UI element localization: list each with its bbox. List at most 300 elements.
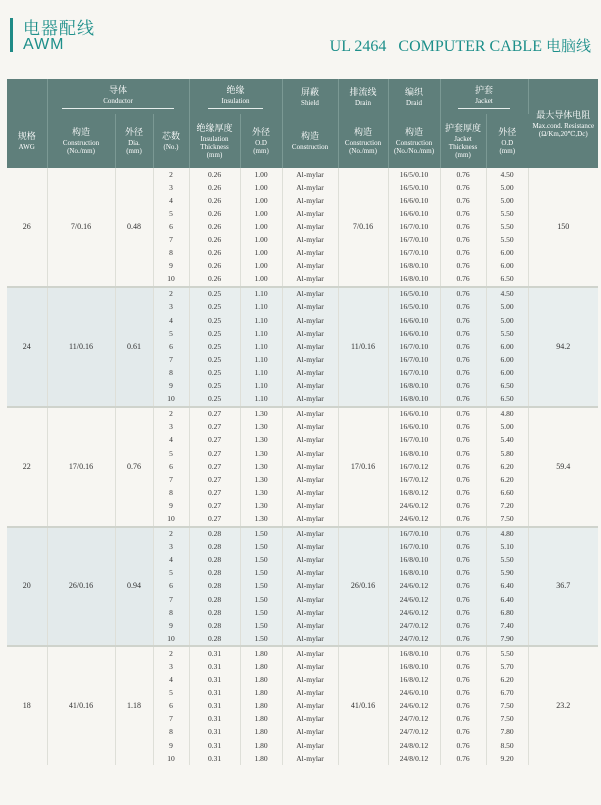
braid-cell: 24/6/0.12	[388, 700, 440, 713]
jacket-thickness-cell: 0.76	[440, 421, 486, 434]
jacket-od-cell: 5.40	[486, 434, 528, 447]
braid-cell: 16/7/0.10	[388, 527, 440, 541]
insulation-thickness-cell: 0.25	[189, 287, 240, 301]
drain-cell: 7/0.16	[338, 168, 388, 287]
shield-cell: Al-mylar	[282, 460, 338, 473]
resistance-cell: 150	[557, 221, 570, 231]
braid-cell: 16/8/0.10	[388, 660, 440, 673]
jacket-thickness-cell: 0.76	[440, 674, 486, 687]
cores-cell: 9	[153, 619, 189, 632]
cores-cell: 9	[153, 260, 189, 273]
jacket-thickness-cell: 0.76	[440, 393, 486, 407]
shield-cell: Al-mylar	[282, 726, 338, 739]
jacket-thickness-cell: 0.76	[440, 207, 486, 220]
header-ins-od: 外径 O.D (mm)	[240, 114, 282, 168]
insulation-od-cell: 1.50	[240, 580, 282, 593]
braid-cell: 16/8/0.10	[388, 554, 440, 567]
jacket-thickness-cell: 0.76	[440, 567, 486, 580]
jacket-thickness-cell: 0.76	[440, 619, 486, 632]
jacket-thickness-cell: 0.76	[440, 660, 486, 673]
shield-cell: Al-mylar	[282, 580, 338, 593]
cores-cell: 5	[153, 687, 189, 700]
jacket-thickness-cell: 0.76	[440, 541, 486, 554]
insulation-thickness-cell: 0.26	[189, 207, 240, 220]
insulation-od-cell: 1.80	[240, 674, 282, 687]
insulation-thickness-cell: 0.27	[189, 447, 240, 460]
insulation-od-cell: 1.00	[240, 194, 282, 207]
braid-cell: 16/5/0.10	[388, 287, 440, 301]
insulation-od-cell: 1.30	[240, 512, 282, 526]
header-cores: 芯数 (No.)	[153, 114, 189, 168]
jacket-thickness-cell: 0.76	[440, 554, 486, 567]
braid-cell: 24/6/0.12	[388, 593, 440, 606]
insulation-thickness-cell: 0.31	[189, 726, 240, 739]
cores-cell: 10	[153, 752, 189, 765]
insulation-od-cell: 1.10	[240, 380, 282, 393]
table-body	[7, 168, 598, 765]
table-row	[7, 287, 598, 301]
header-resistance: 最大导体电阻 Max.cond. Resistance (Ω/Km,20℃,Dc)	[528, 79, 598, 168]
insulation-thickness-cell: 0.25	[189, 314, 240, 327]
insulation-thickness-cell: 0.28	[189, 580, 240, 593]
jacket-od-cell: 4.50	[486, 287, 528, 301]
jacket-thickness-cell: 0.76	[440, 220, 486, 233]
braid-cell: 24/6/0.12	[388, 499, 440, 512]
insulation-od-cell: 1.50	[240, 554, 282, 567]
cores-cell: 3	[153, 421, 189, 434]
braid-cell: 24/7/0.12	[388, 726, 440, 739]
braid-cell: 16/8/0.12	[388, 674, 440, 687]
drain-cell: 17/0.16	[338, 407, 388, 527]
shield-cell: Al-mylar	[282, 434, 338, 447]
header-shield: 屏蔽 Shield	[282, 79, 338, 114]
cable-title-cn: 电脑线	[545, 37, 591, 55]
awg-cell: 20	[7, 527, 47, 647]
jacket-od-cell: 5.50	[486, 327, 528, 340]
jacket-od-cell: 6.00	[486, 366, 528, 379]
insulation-od-cell: 1.10	[240, 314, 282, 327]
insulation-thickness-cell: 0.31	[189, 752, 240, 765]
jacket-od-cell: 5.00	[486, 301, 528, 314]
insulation-thickness-cell: 0.25	[189, 327, 240, 340]
insulation-thickness-cell: 0.27	[189, 512, 240, 526]
cores-cell: 7	[153, 473, 189, 486]
insulation-thickness-cell: 0.26	[189, 181, 240, 194]
cores-cell: 10	[153, 273, 189, 287]
shield-cell: Al-mylar	[282, 380, 338, 393]
shield-cell: Al-mylar	[282, 700, 338, 713]
header-insulation: 绝缘 Insulation	[189, 79, 282, 114]
cores-cell: 4	[153, 434, 189, 447]
braid-cell: 16/8/0.10	[388, 273, 440, 287]
jacket-thickness-cell: 0.76	[440, 340, 486, 353]
shield-cell: Al-mylar	[282, 260, 338, 273]
braid-cell: 16/7/0.10	[388, 220, 440, 233]
jacket-thickness-cell: 0.76	[440, 687, 486, 700]
jacket-od-cell: 8.50	[486, 739, 528, 752]
braid-cell: 24/7/0.12	[388, 632, 440, 646]
table-header	[7, 79, 598, 168]
braid-cell: 16/5/0.10	[388, 301, 440, 314]
header-dia: 外径 Dia. (mm)	[115, 114, 153, 168]
shield-cell: Al-mylar	[282, 301, 338, 314]
jacket-thickness-cell: 0.76	[440, 247, 486, 260]
shield-cell: Al-mylar	[282, 314, 338, 327]
jacket-thickness-cell: 0.76	[440, 713, 486, 726]
braid-cell: 16/7/0.10	[388, 541, 440, 554]
header-conductor: 导体 Conductor	[47, 79, 189, 114]
cores-cell: 7	[153, 593, 189, 606]
braid-cell: 16/8/0.10	[388, 646, 440, 660]
jacket-od-cell: 7.40	[486, 619, 528, 632]
cores-cell: 3	[153, 301, 189, 314]
shield-cell: Al-mylar	[282, 181, 338, 194]
header-blank-awg	[7, 79, 47, 114]
insulation-od-cell: 1.00	[240, 207, 282, 220]
jacket-thickness-cell: 0.76	[440, 486, 486, 499]
shield-cell: Al-mylar	[282, 233, 338, 246]
cores-cell: 10	[153, 512, 189, 526]
insulation-od-cell: 1.50	[240, 593, 282, 606]
header-jacket: 护套 Jacket	[440, 79, 528, 114]
braid-cell: 24/6/0.10	[388, 687, 440, 700]
shield-cell: Al-mylar	[282, 353, 338, 366]
braid-cell: 16/7/0.12	[388, 473, 440, 486]
cores-cell: 6	[153, 700, 189, 713]
page-title-en: AWM	[23, 36, 65, 53]
insulation-od-cell: 1.30	[240, 473, 282, 486]
table-row	[7, 168, 598, 181]
insulation-od-cell: 1.50	[240, 632, 282, 646]
jacket-od-cell: 5.50	[486, 646, 528, 660]
insulation-thickness-cell: 0.26	[189, 247, 240, 260]
cores-cell: 9	[153, 499, 189, 512]
resistance-cell: 23.2	[528, 646, 598, 765]
insulation-od-cell: 1.30	[240, 434, 282, 447]
braid-cell: 16/7/0.10	[388, 247, 440, 260]
shield-cell: Al-mylar	[282, 220, 338, 233]
cores-cell: 2	[153, 646, 189, 660]
conductor-construction-cell: 11/0.16	[47, 287, 115, 407]
cores-cell: 7	[153, 713, 189, 726]
jacket-od-cell: 6.40	[486, 593, 528, 606]
drain-cell: 11/0.16	[338, 287, 388, 407]
jacket-thickness-cell: 0.76	[440, 606, 486, 619]
cores-cell: 7	[153, 233, 189, 246]
cores-cell: 3	[153, 181, 189, 194]
insulation-od-cell: 1.50	[240, 541, 282, 554]
jacket-thickness-cell: 0.76	[440, 434, 486, 447]
braid-cell: 16/6/0.10	[388, 194, 440, 207]
braid-cell: 24/7/0.12	[388, 713, 440, 726]
jacket-od-cell: 5.00	[486, 194, 528, 207]
cores-cell: 10	[153, 393, 189, 407]
insulation-thickness-cell: 0.31	[189, 674, 240, 687]
conductor-construction-cell: 17/0.16	[47, 407, 115, 527]
jacket-thickness-cell: 0.76	[440, 233, 486, 246]
shield-cell: Al-mylar	[282, 287, 338, 301]
jacket-od-cell: 6.00	[486, 247, 528, 260]
cores-cell: 5	[153, 327, 189, 340]
braid-cell: 24/6/0.12	[388, 580, 440, 593]
braid-cell: 16/6/0.10	[388, 207, 440, 220]
jacket-od-cell: 6.50	[486, 393, 528, 407]
jacket-od-cell: 5.00	[486, 181, 528, 194]
header-braid-construction: 构造 Construction (No./No./mm)	[388, 114, 440, 168]
jacket-thickness-cell: 0.76	[440, 260, 486, 273]
insulation-od-cell: 1.00	[240, 233, 282, 246]
shield-cell: Al-mylar	[282, 340, 338, 353]
insulation-od-cell: 1.10	[240, 340, 282, 353]
page-title-cn: 电器配线	[23, 19, 95, 39]
cores-cell: 7	[153, 353, 189, 366]
conductor-construction-cell: 41/0.16	[47, 646, 115, 765]
awg-cell: 24	[7, 287, 47, 407]
table-row	[7, 527, 598, 541]
insulation-thickness-cell: 0.25	[189, 340, 240, 353]
jacket-od-cell: 7.50	[486, 512, 528, 526]
jacket-od-cell: 6.70	[486, 687, 528, 700]
jacket-thickness-cell: 0.76	[440, 314, 486, 327]
jacket-od-cell: 7.20	[486, 499, 528, 512]
braid-cell: 16/5/0.10	[388, 181, 440, 194]
jacket-thickness-cell: 0.76	[440, 512, 486, 526]
shield-cell: Al-mylar	[282, 567, 338, 580]
braid-cell: 16/7/0.10	[388, 340, 440, 353]
jacket-od-cell: 5.50	[486, 554, 528, 567]
insulation-od-cell: 1.10	[240, 393, 282, 407]
jacket-od-cell: 7.90	[486, 632, 528, 646]
jacket-thickness-cell: 0.76	[440, 168, 486, 181]
shield-cell: Al-mylar	[282, 646, 338, 660]
braid-cell: 24/7/0.12	[388, 619, 440, 632]
insulation-thickness-cell: 0.25	[189, 366, 240, 379]
jacket-od-cell: 6.20	[486, 674, 528, 687]
insulation-od-cell: 1.00	[240, 247, 282, 260]
jacket-od-cell: 5.50	[486, 233, 528, 246]
insulation-od-cell: 1.80	[240, 687, 282, 700]
resistance-cell: 59.4	[528, 407, 598, 527]
jacket-od-cell: 7.50	[486, 700, 528, 713]
braid-cell: 16/5/0.10	[388, 168, 440, 181]
braid-cell: 16/6/0.10	[388, 327, 440, 340]
insulation-thickness-cell: 0.26	[189, 194, 240, 207]
jacket-od-cell: 5.10	[486, 541, 528, 554]
jacket-od-cell: 5.50	[486, 207, 528, 220]
header-braid: 编织 Draid	[388, 79, 440, 114]
insulation-od-cell: 1.50	[240, 567, 282, 580]
jacket-thickness-cell: 0.76	[440, 327, 486, 340]
jacket-od-cell: 7.50	[486, 713, 528, 726]
conductor-construction-cell: 26/0.16	[47, 527, 115, 647]
jacket-od-cell: 6.20	[486, 473, 528, 486]
cores-cell: 9	[153, 380, 189, 393]
insulation-thickness-cell: 0.25	[189, 301, 240, 314]
jacket-thickness-cell: 0.76	[440, 632, 486, 646]
conductor-dia-cell: 0.94	[115, 527, 153, 647]
accent-bar	[10, 18, 13, 52]
shield-cell: Al-mylar	[282, 541, 338, 554]
braid-cell: 16/8/0.10	[388, 447, 440, 460]
insulation-thickness-cell: 0.31	[189, 646, 240, 660]
cores-cell: 5	[153, 447, 189, 460]
header-jacket-od: 外径 O.D (mm)	[486, 114, 528, 168]
conductor-dia-cell: 1.18	[115, 646, 153, 765]
jacket-thickness-cell: 0.76	[440, 447, 486, 460]
conductor-dia-cell: 0.61	[115, 287, 153, 407]
jacket-od-cell: 4.50	[486, 168, 528, 181]
shield-cell: Al-mylar	[282, 674, 338, 687]
cores-cell: 6	[153, 220, 189, 233]
awg-cell: 26	[7, 168, 47, 287]
jacket-thickness-cell: 0.76	[440, 460, 486, 473]
insulation-thickness-cell: 0.26	[189, 260, 240, 273]
insulation-thickness-cell: 0.26	[189, 273, 240, 287]
cores-cell: 8	[153, 247, 189, 260]
shield-cell: Al-mylar	[282, 393, 338, 407]
shield-cell: Al-mylar	[282, 486, 338, 499]
insulation-thickness-cell: 0.28	[189, 632, 240, 646]
cores-cell: 6	[153, 340, 189, 353]
insulation-od-cell: 1.30	[240, 499, 282, 512]
braid-cell: 24/8/0.12	[388, 739, 440, 752]
jacket-thickness-cell: 0.76	[440, 593, 486, 606]
shield-cell: Al-mylar	[282, 407, 338, 421]
jacket-thickness-cell: 0.76	[440, 499, 486, 512]
shield-cell: Al-mylar	[282, 713, 338, 726]
jacket-thickness-cell: 0.76	[440, 473, 486, 486]
jacket-od-cell: 6.00	[486, 353, 528, 366]
insulation-thickness-cell: 0.25	[189, 380, 240, 393]
jacket-thickness-cell: 0.76	[440, 353, 486, 366]
shield-cell: Al-mylar	[282, 273, 338, 287]
jacket-od-cell: 5.00	[486, 314, 528, 327]
insulation-od-cell: 1.50	[240, 619, 282, 632]
page-header	[0, 0, 601, 70]
insulation-od-cell: 1.30	[240, 460, 282, 473]
braid-cell: 24/8/0.12	[388, 752, 440, 765]
cores-cell: 6	[153, 580, 189, 593]
cores-cell: 10	[153, 632, 189, 646]
cores-cell: 4	[153, 314, 189, 327]
braid-cell: 16/8/0.12	[388, 486, 440, 499]
shield-cell: Al-mylar	[282, 421, 338, 434]
insulation-thickness-cell: 0.26	[189, 168, 240, 181]
shield-cell: Al-mylar	[282, 447, 338, 460]
insulation-thickness-cell: 0.31	[189, 687, 240, 700]
braid-cell: 24/6/0.12	[388, 606, 440, 619]
cable-title-en: UL 2464 COMPUTER CABLE	[329, 38, 542, 55]
insulation-od-cell: 1.80	[240, 660, 282, 673]
jacket-thickness-cell: 0.76	[440, 700, 486, 713]
jacket-od-cell: 6.80	[486, 606, 528, 619]
jacket-thickness-cell: 0.76	[440, 739, 486, 752]
jacket-od-cell: 4.80	[486, 407, 528, 421]
insulation-od-cell: 1.80	[240, 739, 282, 752]
cores-cell: 3	[153, 660, 189, 673]
insulation-thickness-cell: 0.27	[189, 486, 240, 499]
cores-cell: 6	[153, 460, 189, 473]
jacket-od-cell: 6.50	[486, 273, 528, 287]
braid-cell: 16/7/0.10	[388, 353, 440, 366]
shield-cell: Al-mylar	[282, 207, 338, 220]
jacket-od-cell: 7.80	[486, 726, 528, 739]
conductor-dia-cell: 0.76	[115, 407, 153, 527]
jacket-thickness-cell: 0.76	[440, 527, 486, 541]
jacket-thickness-cell: 0.76	[440, 752, 486, 765]
insulation-od-cell: 1.80	[240, 726, 282, 739]
braid-cell: 16/8/0.10	[388, 393, 440, 407]
conductor-dia-cell: 0.48	[115, 168, 153, 287]
drain-cell: 26/0.16	[338, 527, 388, 647]
jacket-od-cell: 6.00	[486, 260, 528, 273]
insulation-thickness-cell: 0.28	[189, 606, 240, 619]
insulation-od-cell: 1.30	[240, 486, 282, 499]
jacket-od-cell: 6.60	[486, 486, 528, 499]
insulation-od-cell: 1.80	[240, 700, 282, 713]
jacket-thickness-cell: 0.76	[440, 407, 486, 421]
braid-cell: 16/8/0.10	[388, 260, 440, 273]
cores-cell: 9	[153, 739, 189, 752]
jacket-od-cell: 5.00	[486, 421, 528, 434]
insulation-od-cell: 1.30	[240, 447, 282, 460]
insulation-thickness-cell: 0.31	[189, 713, 240, 726]
shield-cell: Al-mylar	[282, 366, 338, 379]
shield-cell: Al-mylar	[282, 752, 338, 765]
insulation-thickness-cell: 0.31	[189, 739, 240, 752]
insulation-thickness-cell: 0.26	[189, 220, 240, 233]
cores-cell: 2	[153, 287, 189, 301]
shield-cell: Al-mylar	[282, 606, 338, 619]
insulation-thickness-cell: 0.27	[189, 407, 240, 421]
jacket-thickness-cell: 0.76	[440, 194, 486, 207]
braid-cell: 16/6/0.10	[388, 421, 440, 434]
braid-cell: 16/6/0.10	[388, 314, 440, 327]
shield-cell: Al-mylar	[282, 512, 338, 526]
jacket-od-cell: 5.50	[486, 220, 528, 233]
table-row	[7, 646, 598, 660]
insulation-thickness-cell: 0.27	[189, 473, 240, 486]
cores-cell: 2	[153, 168, 189, 181]
cable-title	[330, 35, 591, 56]
insulation-od-cell: 1.80	[240, 713, 282, 726]
cores-cell: 8	[153, 366, 189, 379]
insulation-thickness-cell: 0.27	[189, 421, 240, 434]
insulation-od-cell: 1.30	[240, 421, 282, 434]
cores-cell: 2	[153, 527, 189, 541]
header-shield-construction: 构造 Construction	[282, 114, 338, 168]
insulation-od-cell: 1.30	[240, 407, 282, 421]
jacket-thickness-cell: 0.76	[440, 301, 486, 314]
jacket-od-cell: 5.90	[486, 567, 528, 580]
shield-cell: Al-mylar	[282, 527, 338, 541]
jacket-thickness-cell: 0.76	[440, 366, 486, 379]
jacket-thickness-cell: 0.76	[440, 580, 486, 593]
shield-cell: Al-mylar	[282, 168, 338, 181]
insulation-thickness-cell: 0.28	[189, 554, 240, 567]
insulation-od-cell: 1.80	[240, 752, 282, 765]
header-awg: 规格 AWG	[7, 114, 47, 168]
insulation-od-cell: 1.00	[240, 260, 282, 273]
header-construction: 构造 Construction (No./mm)	[47, 114, 115, 168]
jacket-thickness-cell: 0.76	[440, 646, 486, 660]
insulation-od-cell: 1.00	[240, 168, 282, 181]
jacket-thickness-cell: 0.76	[440, 181, 486, 194]
conductor-construction-cell: 7/0.16	[47, 168, 115, 287]
table-row	[7, 407, 598, 421]
braid-cell: 16/6/0.10	[388, 407, 440, 421]
shield-cell: Al-mylar	[282, 473, 338, 486]
